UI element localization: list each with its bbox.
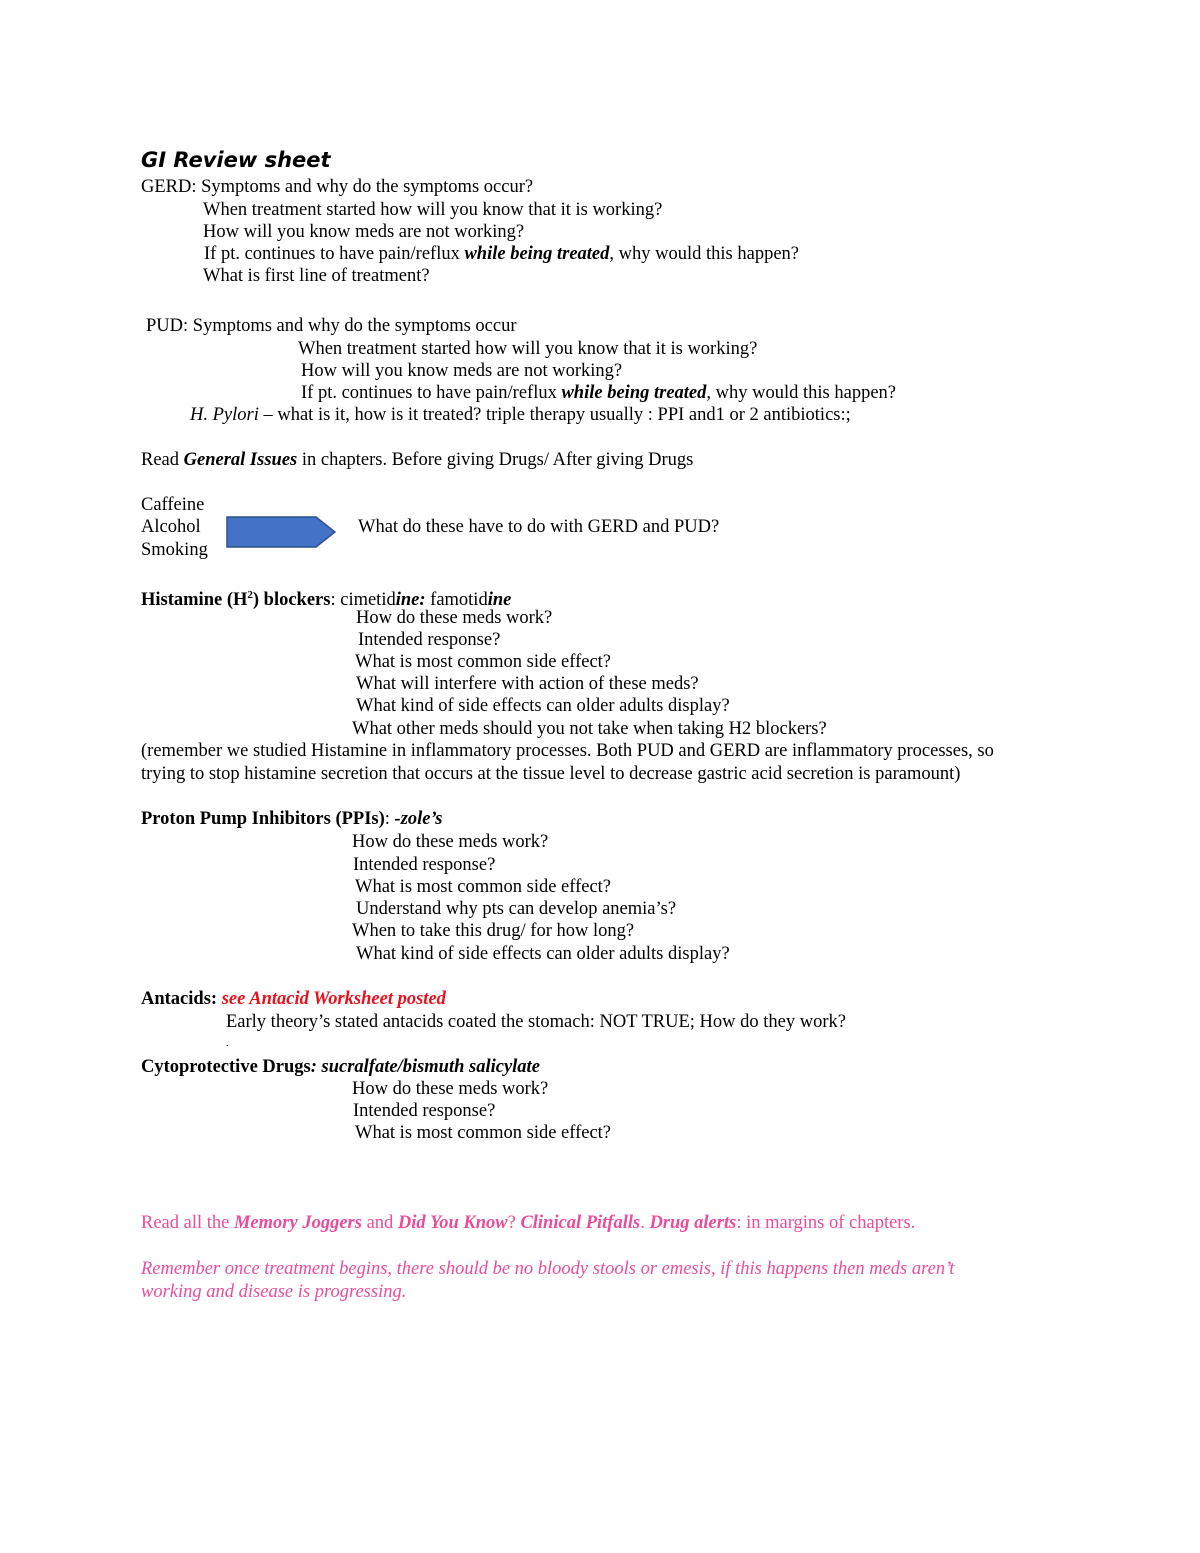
read-all-9: : in margins of chapters.: [736, 1213, 916, 1233]
antacids-label: Antacids:: [141, 989, 222, 1009]
gerd-q4: What is first line of treatment?: [203, 266, 430, 286]
antacids-heading: [141, 988, 446, 1010]
ppi-colon: :: [384, 809, 395, 829]
read-all-6: Clinical Pitfalls: [520, 1213, 641, 1233]
general-post: in chapters. Before giving Drugs/ After giving Drugs: [297, 450, 694, 470]
h-pylori-line: [190, 404, 851, 426]
cyto-heading: [141, 1056, 540, 1078]
antacids-line: Early theory’s stated antacids coated the stomach: NOT TRUE; How do they work?: [226, 1012, 846, 1032]
h2-label-sup: 2: [247, 589, 253, 601]
cyto-q3: What is most common side effect?: [355, 1123, 612, 1143]
pud-q3-emphasis: while being treated: [561, 383, 707, 403]
pud-q3-pre: If pt. continues to have pain/reflux: [301, 383, 562, 403]
cyto-drugs: : sucralfate/bismuth salicylate: [310, 1057, 540, 1077]
ppi-q2: Intended response?: [353, 855, 496, 875]
remember-line-1: Remember once treatment begins, there should be no bloody stools or emesis, if this happens then meds aren’t: [141, 1259, 955, 1279]
h2-q3: What is most common side effect?: [355, 652, 612, 672]
antacids-note: see Antacid Worksheet posted: [221, 989, 446, 1009]
h2-drug1-a: cimetid: [340, 590, 396, 611]
ppi-q1: How do these meds work?: [352, 832, 549, 852]
h2-q4: What will interfere with action of these meds?: [356, 674, 699, 694]
gerd-heading: GERD: Symptoms and why do the symptoms occur?: [141, 177, 534, 197]
h2-note-1: (remember we studied Histamine in inflammatory processes. Both PUD and GERD are inflammatory processes, so: [141, 741, 994, 761]
lifestyle-caffeine: Caffeine: [141, 495, 205, 515]
h2-drug2-a: famotid: [425, 590, 488, 611]
gerd-q3-emphasis: while being treated: [464, 244, 610, 264]
ppi-suffix: -zole’s: [394, 809, 443, 829]
lifestyle-smoking: Smoking: [141, 540, 208, 560]
ppi-heading: [141, 808, 443, 830]
ppi-q5: When to take this drug/ for how long?: [352, 921, 635, 941]
page-title: GI Review sheet: [141, 148, 331, 172]
h-pylori-label: H. Pylori: [190, 405, 259, 425]
h2-q2: Intended response?: [358, 630, 501, 650]
antacids-dot: .: [226, 1038, 229, 1049]
lifestyle-question: What do these have to do with GERD and PUD?: [358, 517, 720, 537]
gerd-q1: When treatment started how will you know that it is working?: [203, 200, 663, 220]
read-all-5: ?: [507, 1213, 521, 1233]
h2-label-b: ) blockers: [252, 590, 331, 611]
cyto-label: Cytoprotective Drugs: [141, 1057, 311, 1077]
gerd-q2: How will you know meds are not working?: [203, 222, 525, 242]
pud-q2: How will you know meds are not working?: [301, 361, 623, 381]
h2-label-a: Histamine (H: [141, 590, 248, 611]
read-all-4: Did You Know: [397, 1213, 508, 1233]
ppi-label: Proton Pump Inhibitors (PPIs): [141, 809, 385, 829]
cyto-q1: How do these meds work?: [352, 1079, 549, 1099]
read-all-line: [141, 1212, 915, 1234]
pud-q3-post: , why would this happen?: [706, 383, 896, 403]
lifestyle-alcohol: Alcohol: [141, 517, 201, 537]
h2-q1: How do these meds work?: [356, 608, 553, 628]
h2-note-2: trying to stop histamine secretion that occurs at the tissue level to decrease gastric acid secretion is paramount): [141, 764, 961, 784]
gerd-q3-pre: If pt. continues to have pain/reflux: [204, 244, 465, 264]
h2-colon: :: [330, 590, 341, 611]
pud-heading: PUD: Symptoms and why do the symptoms occur: [146, 316, 517, 336]
general-pre: Read: [141, 450, 184, 470]
read-all-7: .: [640, 1213, 650, 1233]
ppi-q4: Understand why pts can develop anemia’s?: [356, 899, 677, 919]
remember-line-2: working and disease is progressing.: [141, 1282, 407, 1302]
h-pylori-text: – what is it, how is it treated? triple therapy usually : PPI and1 or 2 antibiotics:;: [258, 405, 851, 425]
general-emphasis: General Issues: [183, 450, 298, 470]
h2-q5: What kind of side effects can older adults display?: [356, 696, 730, 716]
gerd-q3-post: , why would this happen?: [609, 244, 799, 264]
gerd-q3: [204, 243, 799, 265]
read-all-8: Drug alerts: [649, 1213, 737, 1233]
general-issues-line: [141, 449, 693, 471]
arrow-right-icon: [226, 516, 336, 548]
read-all-1: Read all the: [141, 1213, 234, 1233]
ppi-q6: What kind of side effects can older adults display?: [356, 944, 730, 964]
ppi-q3: What is most common side effect?: [355, 877, 612, 897]
pud-q1: When treatment started how will you know that it is working?: [298, 339, 758, 359]
h2-drug1-b: ine:: [395, 590, 426, 611]
cyto-q2: Intended response?: [353, 1101, 496, 1121]
pud-q3: [301, 382, 896, 404]
h2-drug2-b: ine: [487, 590, 512, 611]
h2-q6: What other meds should you not take when taking H2 blockers?: [352, 719, 827, 739]
read-all-2: Memory Joggers: [233, 1213, 362, 1233]
read-all-3: and: [361, 1213, 398, 1233]
